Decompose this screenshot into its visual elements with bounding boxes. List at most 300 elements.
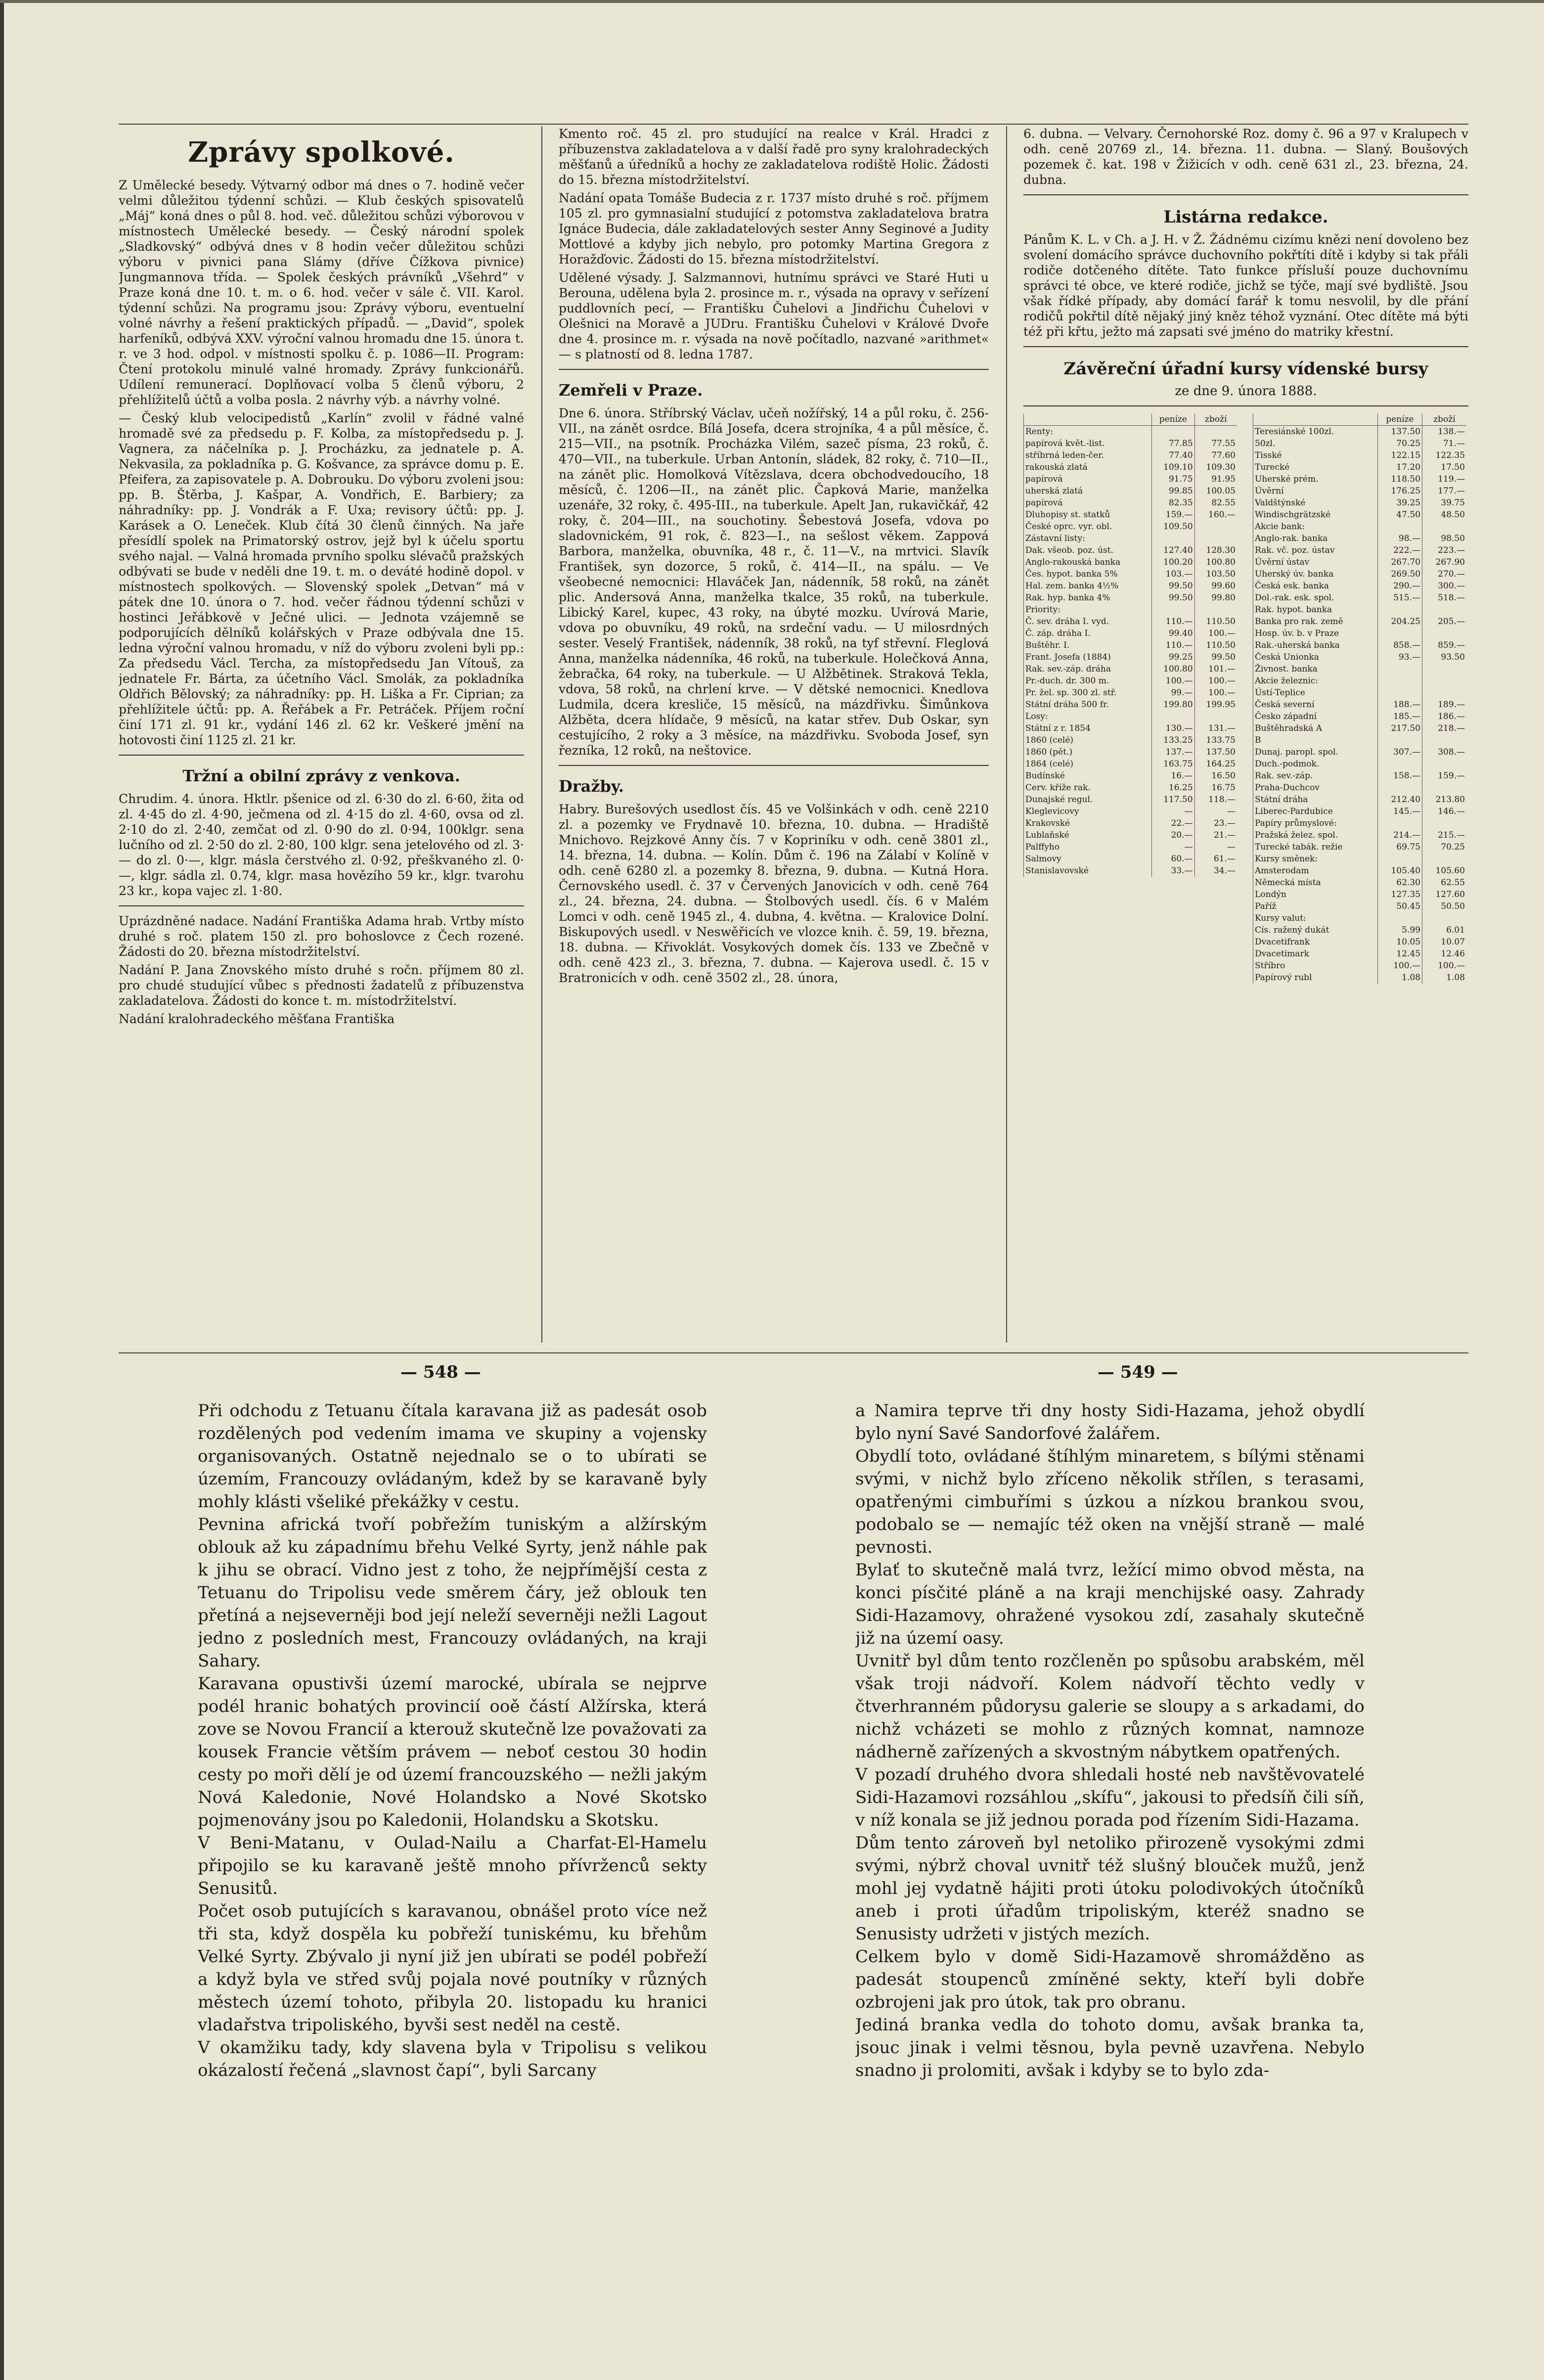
- cell-goods: 133.75: [1194, 734, 1237, 746]
- cell-name: Státní z r. 1854: [1024, 722, 1152, 734]
- table-row: [1024, 663, 1237, 675]
- cell-goods: 101.—: [1194, 663, 1237, 675]
- feuilleton-paragraph: Obydlí toto, ovládané štíhlým minaretem, s bílými stěnami svými, v nichž bylo zříceno několik střílen, s terasami, opatřenými cimbuřími s úzkou a nízkou brankou svou, podobalo se — nemajíc též oken na vnější straně — malé pevnosti.: [855, 1446, 1365, 1557]
- cell-name: Pražská želez. spol.: [1253, 829, 1378, 841]
- cell-name: Kleglevicovy: [1024, 806, 1152, 817]
- cell-name: Dak. všeob. poz. úst.: [1024, 544, 1152, 556]
- cell-name: Rak. vč. poz. ústav: [1253, 544, 1378, 556]
- cell-money: 117.50: [1152, 794, 1194, 806]
- table-row: [1024, 521, 1237, 533]
- cell-money: 69.75: [1377, 841, 1422, 853]
- cell-name: Německá místa: [1253, 877, 1378, 889]
- table-row: [1253, 900, 1467, 912]
- privileges-paragraph: Udělené výsady. J. Salzmannovi, hutnímu správci ve Staré Huti u Berouna, udělena byla 2. prosince m. r., výsada na opravy v seřízení puddlovních pecí, — Františku Čuhelovi a Jindřichu Čuhelovi v Olešnici na Moravě a JUDru. Františku Čuhelovi v Králové Dvoře dne 4. prosince m. r. výsada na nově počítadlo, nazvané »arithmet« — s platností od 8. ledna 1787.: [559, 270, 989, 361]
- table-row: [1024, 556, 1237, 568]
- cell-goods: [1422, 604, 1467, 616]
- cell-goods: 34.—: [1194, 865, 1237, 877]
- cell-money: 176.25: [1377, 485, 1422, 497]
- cell-name: Amsterodam: [1253, 865, 1378, 877]
- cell-goods: [1422, 758, 1467, 770]
- cell-money: 22.—: [1152, 817, 1194, 829]
- cell-money: 16.25: [1152, 782, 1194, 794]
- cell-name: Stříbro: [1253, 960, 1378, 972]
- table-row: [1024, 806, 1237, 817]
- cell-name: Kursy směnek:: [1253, 853, 1378, 865]
- cell-goods: 100.80: [1194, 556, 1237, 568]
- cell-money: 16.—: [1152, 770, 1194, 782]
- cell-name: Budínské: [1024, 770, 1152, 782]
- cell-goods: 71.—: [1422, 438, 1467, 449]
- cell-goods: 213.80: [1422, 794, 1467, 806]
- cell-money: 99.50: [1152, 580, 1194, 592]
- cell-goods: 110.50: [1194, 639, 1237, 651]
- cell-money: 122.15: [1377, 449, 1422, 461]
- feuilleton-paragraph: Při odchodu z Tetuanu čítala karavana již as padesát osob rozdělených pod vedením imama ve skupiny a vojensky organisovaných. Ostatně nejednalo se o to ubírati se územím, Francouzy ovládaným, kdež by se karavaně byly mohly klásti všeliké překážky v cestu.: [198, 1401, 707, 1512]
- cell-name: Palffyho: [1024, 841, 1152, 853]
- cell-goods: 131.—: [1194, 722, 1237, 734]
- cell-name: Čes. hypot. banka 5%: [1024, 568, 1152, 580]
- cell-money: 109.10: [1152, 461, 1194, 473]
- cell-money: [1377, 853, 1422, 865]
- table-body-left: [1024, 426, 1237, 877]
- cell-goods: [1422, 782, 1467, 794]
- cell-name: Česko západní: [1253, 711, 1378, 722]
- cell-goods: 308.—: [1422, 746, 1467, 758]
- cell-money: 158.—: [1377, 770, 1422, 782]
- cell-name: Paříž: [1253, 900, 1378, 912]
- table-row: [1253, 687, 1467, 699]
- cell-goods: 100.05: [1194, 485, 1237, 497]
- cell-money: 199.80: [1152, 699, 1194, 711]
- table-row: [1253, 841, 1467, 853]
- vacancy-paragraph: Uprázdněné nadace. Nadání Františka Adama hrab. Vrtby místo druhé s roč. platem 150 zl. pro bohoslovce z Čech rozené. Žádosti do 20. března místodržitelství.: [119, 914, 524, 959]
- cell-goods: —: [1194, 806, 1237, 817]
- cell-goods: [1422, 853, 1467, 865]
- cell-name: Dvacetifrank: [1253, 936, 1378, 948]
- page-number-right: — 549 —: [1098, 1362, 1178, 1382]
- cell-money: 50.45: [1377, 900, 1422, 912]
- cell-goods: 48.50: [1422, 509, 1467, 521]
- cell-goods: 17.50: [1422, 461, 1467, 473]
- table-row: [1024, 639, 1237, 651]
- bourse-date: ze dne 9. února 1888.: [1175, 384, 1317, 399]
- cell-name: Ústí-Teplice: [1253, 687, 1378, 699]
- cell-name: Česká Unionka: [1253, 651, 1378, 663]
- feuilleton-paragraph: a Namira teprve tři dny hosty Sidi-Hazama, jehož obydlí bylo nyní Savé Sandorfové žalářem.: [855, 1401, 1365, 1443]
- cell-goods: 186.—: [1422, 711, 1467, 722]
- table-row: [1024, 604, 1237, 616]
- cell-money: 212.40: [1377, 794, 1422, 806]
- separator: [559, 369, 989, 370]
- table-row: [1253, 758, 1467, 770]
- cell-name: Frant. Josefa (1884): [1024, 651, 1152, 663]
- cell-name: Úvěrní: [1253, 485, 1378, 497]
- cell-goods: 62.55: [1422, 877, 1467, 889]
- table-row: [1024, 461, 1237, 473]
- cell-name: papírová: [1024, 473, 1152, 485]
- letters-text: Pánům K. L. v Ch. a J. H. v Ž. Žádnému cizímu knězi není dovoleno bez svolení domácího správce duchovního pokřtíti dítě i kdyby si tak přáli rodiče dotčeného dítěte. Tato funkce přísluší pouze duchovnímu správci té obce, ve které rodiče, jichž se týče, mají své bydliště. Jsou však řídké případy, aby domácí farář k tomu nesvolil, by dle přání rodičů pokřtil dítě nějaký jiný kněz téhož vyznání. Otec dítěte má býti též při křtu, ježto má zapsati své jméno do matriky křestní.: [1023, 232, 1468, 339]
- table-row: [1253, 485, 1467, 497]
- cell-money: [1152, 533, 1194, 544]
- cell-goods: 160.—: [1194, 509, 1237, 521]
- cell-money: 145.—: [1377, 806, 1422, 817]
- cell-name: Buštěhradská A: [1253, 722, 1378, 734]
- cell-goods: [1422, 817, 1467, 829]
- cell-name: 1860 (pět.): [1024, 746, 1152, 758]
- table-row: [1253, 592, 1467, 604]
- cell-goods: 270.—: [1422, 568, 1467, 580]
- column-rule-1: [541, 126, 542, 1343]
- table-header-blank: [1024, 413, 1152, 426]
- cell-money: 39.25: [1377, 497, 1422, 509]
- cell-goods: [1422, 912, 1467, 924]
- cell-money: 109.50: [1152, 521, 1194, 533]
- cell-money: 70.25: [1377, 438, 1422, 449]
- cell-goods: [1194, 426, 1237, 438]
- cell-name: Papírový rubl: [1253, 972, 1378, 984]
- cell-goods: [1194, 711, 1237, 722]
- deaths-list: Dne 6. února. Stříbrský Václav, učeň nožířský, 14 a půl roku, č. 256-VII., na zánět osrdce. Bílá Josefa, dcera strojníka, 4 a půl měsíce, č. 215—VII., na psotník. Procházka Vilém, sazeč písma, 23 roků, č. 470—VII., na tuberkule. Urban Antonín, sládek, 82 roky, č. 710—II., na zánět plic. Homolková Vítězslava, dcera obchodvedoucího, 18 měsíců, č. 1206—II., na zánět plic. Čapková Marie, manželka uzenáře, 32 roky, č. 495-III., na tuberkule. Apelt Jan, rukavičkář, 42 roky, č. 204—III., na souchotiny. Šebestová Josefa, vdova po sladovnickém, 91 rok, č. 823—I., na sešlost věkem. Zappová Barbora, manželka, obuvníka, 48 r., č. 11—V., na mrtvici. Slavík František, syn dozorce, 5 roků, č. 414—II., na spálu. — Ve všeobecné nemocnici: Hlaváček Jan, nádenník, 58 roků, na zánět plic. Andersová Anna, manželka tkalce, 35 roků, na tuberkule. Libický Karel, kupec, 43 roky, na úbyté mozku. Uvírová Marie, vdova po obuvníku, 49 roků, na srdeční vadu. — U milosrdných sester. Veselý František, nádenník, 38 roků, na tyf střevní. Fleglová Anna, manželka nádenníka, 46 roků, na tuberkule. Holečková Anna, žebračka, 64 roky, na tuberkule. — U Alžbětinek. Straková Tekla, vdova, 58 roků, na chrlení krve. — V dětské nemocnici. Knedlova Ludmila, dcera kresliče, 15 měsíců, na mázdřivku. Šimůnkova Alžběta, dcera hlídače, 9 měsíců, na katar střev. Dub Oskar, syn cestujícího, 2 roky a 3 měsíce, na mázdřivku. Svoboda Josef, syn řezníka, 12 roků, na neštovice.: [559, 406, 989, 758]
- cell-name: Uherský úv. banka: [1253, 568, 1378, 580]
- cell-goods: 205.—: [1422, 616, 1467, 628]
- table-row: [1253, 948, 1467, 960]
- table-row: [1253, 568, 1467, 580]
- cell-money: 127.40: [1152, 544, 1194, 556]
- cell-goods: 50.50: [1422, 900, 1467, 912]
- cell-goods: 127.60: [1422, 889, 1467, 900]
- table-row: [1024, 568, 1237, 580]
- table-row: [1253, 817, 1467, 829]
- table-row: [1024, 497, 1237, 509]
- table-row: [1253, 889, 1467, 900]
- cell-goods: 16.50: [1194, 770, 1237, 782]
- table-header-money: peníze: [1377, 413, 1422, 426]
- cell-name: Dunaj. paropl. spol.: [1253, 746, 1378, 758]
- cell-goods: 39.75: [1422, 497, 1467, 509]
- cell-goods: 103.50: [1194, 568, 1237, 580]
- top-rule: [119, 124, 1468, 125]
- cell-money: [1377, 604, 1422, 616]
- cell-money: 1.08: [1377, 972, 1422, 984]
- cell-goods: [1422, 687, 1467, 699]
- cell-goods: 137.50: [1194, 746, 1237, 758]
- cell-name: Živnost. banka: [1253, 663, 1378, 675]
- cell-name: 1860 (celé): [1024, 734, 1152, 746]
- cell-goods: [1422, 734, 1467, 746]
- table-row: [1024, 651, 1237, 663]
- cell-name: České oprc. vyr. obl.: [1024, 521, 1152, 533]
- cell-money: 12.45: [1377, 948, 1422, 960]
- cell-name: B: [1253, 734, 1378, 746]
- cell-name: Priority:: [1024, 604, 1152, 616]
- cell-name: Duch.-podmok.: [1253, 758, 1378, 770]
- table-row: [1024, 782, 1237, 794]
- cell-goods: [1422, 675, 1467, 687]
- table-row: [1024, 509, 1237, 521]
- cell-money: 267.70: [1377, 556, 1422, 568]
- market-report: Chrudim. 4. února. Hktlr. pšenice od zl. 6·30 do zl. 6·60, žita od zl. 4·45 do zl. 4·90, ječmena od zl. 4·15 do zl. 4·60, ovsa od zl. 2·10 do zl. 2·40, zemčat od zl. 0·90 do zl. 0·94, 100klgr. sena lučního od zl. 2·50 do zl. 2·80, 100 klgr. sena jetelového od zl. 3·— do zl. 0·—, klgr. másla čerstvého zl. 0·92, přeškvaného zl. 0·—, klgr. sádla zl. 0.74, klgr. masa hovězího 59 kr., klgr. tvarohu 23 kr., kopa vajec zl. 1·80.: [119, 792, 524, 898]
- table-row: [1024, 438, 1237, 449]
- cell-goods: 189.—: [1422, 699, 1467, 711]
- cell-goods: 859.—: [1422, 639, 1467, 651]
- auctions-continued: 6. dubna. — Velvary. Černohorské Roz. domy č. 96 a 97 v Kralupech v odh. ceně 20769 zl., 14. března. 11. dubna. — Slaný. Boušových pozemek č. kat. 198 v Žižicích v odh. ceně 631 zl., 23. března, 24. dubna.: [1023, 127, 1468, 187]
- table-row: [1253, 782, 1467, 794]
- cell-goods: 119.—: [1422, 473, 1467, 485]
- cell-money: 137.50: [1377, 426, 1422, 438]
- table-row: [1024, 687, 1237, 699]
- table-row: [1024, 853, 1237, 865]
- cell-name: Windischgrätzské: [1253, 509, 1378, 521]
- cell-name: Losy:: [1024, 711, 1152, 722]
- feuilleton-paragraph: Počet osob putujících s karavanou, obnášel proto více než tři sta, když dospěla ku pobřeží tuniskému, ku břehům Velké Syrty. Zbývalo ji nyní již jen ubírati se podél pobřeží a když byla ve střed svůj pojala nové poutníky v různých městech území tohoto, přibyla 20. listopadu ku hranici vladařstva tripoliského, byvši sest neděl na cestě.: [198, 1901, 707, 2035]
- cell-money: [1377, 663, 1422, 675]
- cell-money: 858.—: [1377, 639, 1422, 651]
- cell-money: 110.—: [1152, 616, 1194, 628]
- feuilleton-paragraph: Karavana opustivši území marocké, ubírala se nejprve podél hranic bohatých provincií ooě částí Alžírska, která zove se Novou Francií a kterouž skutečně lze považovati za kousek Francie větším právem — neboť cestou 30 hodin cesty po moři dělí je od území francouzského — nežli jakým Nová Kaledonie, Nové Holandsko a Nové Skotsko pojmenovány jsou po Kaledonii, Holandsku a Skotsku.: [198, 1674, 707, 1830]
- cell-name: Česká severní: [1253, 699, 1378, 711]
- page-number-left: — 548 —: [400, 1362, 481, 1382]
- cell-name: Anglo-rakouská banka: [1024, 556, 1152, 568]
- cell-money: 159.—: [1152, 509, 1194, 521]
- feuilleton-paragraph: Dům tento zároveň byl netoliko přirozeně vysokými zdmi svými, nýbrž choval uvnitř též slušný blouček mužů, jenž mohl jej vydatně hájiti proti útoku polodivokých útočníků aneb i proti úřadům tripoliským, kteréž snadno se Senusisty udržeti v jistých mezích.: [855, 1833, 1365, 1944]
- cell-name: uherská zlatá: [1024, 485, 1152, 497]
- table-row: [1024, 426, 1237, 438]
- cell-name: Rak.-uherská banka: [1253, 639, 1378, 651]
- feuilleton-right: [855, 1399, 1365, 2354]
- cell-goods: 164.25: [1194, 758, 1237, 770]
- cell-goods: 99.60: [1194, 580, 1237, 592]
- cell-money: 47.50: [1377, 509, 1422, 521]
- feuilleton-paragraph: Bylať to skutečně malá tvrz, ležící mimo obvod města, na konci písčité pláně a na kraji menchijské oasy. Zahrady Sidi-Hazamovy, ohražené vysokou zdí, zasahaly skutečně již na území oasy.: [855, 1560, 1365, 1648]
- table-row: [1024, 544, 1237, 556]
- cell-money: 20.—: [1152, 829, 1194, 841]
- table-row: [1253, 509, 1467, 521]
- table-row: [1253, 770, 1467, 782]
- cell-goods: 218.—: [1422, 722, 1467, 734]
- cell-name: Renty:: [1024, 426, 1152, 438]
- cell-name: Č. sev. dráha I. vyd.: [1024, 616, 1152, 628]
- cell-money: 185.—: [1377, 711, 1422, 722]
- cell-money: 99.25: [1152, 651, 1194, 663]
- table-row: [1253, 556, 1467, 568]
- feuilleton-paragraph: V Beni-Matanu, v Oulad-Nailu a Charfat-El-Hamelu připojilo se ku karavaně ještě mnoho přívrženců sekty Senusitů.: [198, 1833, 707, 1898]
- cell-name: Turecké tabák. režie: [1253, 841, 1378, 853]
- cell-money: 307.—: [1377, 746, 1422, 758]
- vacancy-paragraph: Nadání opata Tomáše Budecia z r. 1737 místo druhé s roč. příjmem 105 zl. pro gymnasialní studující z potomstva zakladatelova bratra Ignáce Budecia, dále zakladatelových sester Anny Seginové a Judity Mottlové a kdyby jich nebylo, pro potomky Martina Gregora z Horažďovic. Žádosti do 15. března místodržitelství.: [559, 191, 989, 267]
- cell-money: [1377, 628, 1422, 639]
- cell-goods: 122.35: [1422, 449, 1467, 461]
- bourse-table-right-wrap: [1253, 413, 1466, 984]
- cell-goods: [1194, 521, 1237, 533]
- cell-goods: 128.30: [1194, 544, 1237, 556]
- cell-goods: 100.—: [1194, 687, 1237, 699]
- column-2: [559, 126, 989, 1347]
- deaths-heading: Zemřeli v Praze.: [559, 381, 703, 400]
- table-row: [1253, 651, 1467, 663]
- table-row: [1253, 853, 1467, 865]
- bourse-table-left-wrap: [1023, 413, 1237, 877]
- page-edge-left: [0, 0, 4, 2380]
- table-row: [1024, 628, 1237, 639]
- vacancy-paragraph: Nadání kralohradeckého měšťana Františka: [119, 1012, 395, 1026]
- cell-money: 100.80: [1152, 663, 1194, 675]
- table-row: [1253, 912, 1467, 924]
- feuilleton-paragraph: Celkem bylo v domě Sidi-Hazamově shromážděno as padesát stoupenců zmíněné sekty, kteří byli dobře ozbrojeni jak pro útok, tak pro obranu.: [855, 1947, 1365, 2012]
- cell-goods: 23.—: [1194, 817, 1237, 829]
- cell-goods: 99.80: [1194, 592, 1237, 604]
- table-row: [1024, 449, 1237, 461]
- cell-goods: 77.60: [1194, 449, 1237, 461]
- vacancy-paragraph: Kmento roč. 45 zl. pro studující na realce v Král. Hradci z příbuzenstva zakladatelova a v další řadě pro syny kralohradeckých měšťanů a úředníků a hochy ze zakladatelova rodiště Holic. Žádosti do 15. března místodržitelství.: [559, 127, 989, 187]
- table-row: [1253, 722, 1467, 734]
- cell-money: —: [1152, 806, 1194, 817]
- feuilleton-paragraph: Jediná branka vedla do tohoto domu, avšak branka ta, jsouc jinak i velmi těsnou, byla pevně uzavřena. Nebylo snadno ji prolomiti, avšak i kdyby se to bylo zda-: [855, 2015, 1365, 2080]
- separator: [119, 755, 524, 756]
- cell-goods: 6.01: [1422, 924, 1467, 936]
- table-row: [1024, 758, 1237, 770]
- cell-money: 163.75: [1152, 758, 1194, 770]
- table-row: [1253, 699, 1467, 711]
- cell-goods: [1422, 663, 1467, 675]
- column-3: [1023, 126, 1468, 1347]
- cell-name: Dluhopisy st. statků: [1024, 509, 1152, 521]
- auctions-list: Habry. Burešových usedlost čís. 45 ve Volšinkách v odh. ceně 2210 zl. a pozemky ve Frydnavě 10. března, 10. dubna. — Hradiště Mnichovo. Rejzkové Anny čís. 7 v Kopriníku v odh. ceně 3801 zl., 14. března, 14. dubna. — Kolín. Dům č. 196 na Zálabí v Kolíně v odh. ceně 6280 zl. a pozemky 8. března, 9. dubna. — Kutná Hora. Černovského usedl. č. 37 v Červených Janovicích v odh. ceně 764 zl., 24. března, 24. dubna. — Štolbových usedl. čís. 6 v Malém Lomci v odh. ceně 1945 zl., 4. dubna, 4. května. — Kralovice Dolní. Biskupových usedl. v Neswěřicích ve vlozce knih. č. 59, 19. března, 18. dubna. — Křivoklát. Vosykových domek čís. 133 ve Zbečně v odh. ceně 423 zl., 3. března, 7. dubna. — Kajerova usedl. č. 15 v Bratronicích v odh. ceně 3502 zl., 28. února,: [559, 802, 989, 985]
- table-row: [1253, 497, 1467, 509]
- table-row: [1253, 426, 1467, 438]
- table-row: [1253, 639, 1467, 651]
- cell-goods: 518.—: [1422, 592, 1467, 604]
- cell-goods: 199.95: [1194, 699, 1237, 711]
- cell-money: [1377, 521, 1422, 533]
- table-row: [1253, 972, 1467, 984]
- cell-goods: 159.—: [1422, 770, 1467, 782]
- cell-goods: 98.50: [1422, 533, 1467, 544]
- table-row: [1024, 817, 1237, 829]
- cell-name: Cís. ražený dukát: [1253, 924, 1378, 936]
- cell-money: 204.25: [1377, 616, 1422, 628]
- cell-goods: 99.50: [1194, 651, 1237, 663]
- cell-money: [1377, 687, 1422, 699]
- cell-money: 269.50: [1377, 568, 1422, 580]
- cell-goods: 16.75: [1194, 782, 1237, 794]
- table-row: [1024, 722, 1237, 734]
- table-row: [1253, 616, 1467, 628]
- cell-money: 99.40: [1152, 628, 1194, 639]
- table-row: [1253, 580, 1467, 592]
- table-row: [1024, 533, 1237, 544]
- cell-money: 222.—: [1377, 544, 1422, 556]
- cell-money: 118.50: [1377, 473, 1422, 485]
- cell-money: 103.—: [1152, 568, 1194, 580]
- news-paragraph: — Český klub velocipedistů „Karlín“ zvolil v řádné valné hromadě své za předsedu p. F. Kolba, za místopředsedu p. J. Vagnera, za náčelníka p. J. Procházku, za jednatele p. A. Nekvasila, za pokladníka p. G. Košvance, za správce domu p. E. Pfeifera, za zapisovatele p. A. Dobrouku. Do výboru zvoleni jsou: pp. B. Štěrba, J. Kašpar, A. Vondřich, E. Barbiery; za náhradníky: pp. J. Vondrák a F. Uxa; revisory účtů: pp. J. Karásek a O. Leneček. Klub čítá 30 členů činných. Na jaře přesídlí spolek na Primatorský ostrov, jejž byl k účelu sportu svého najal. — Valná hromada prvního spolku slévačů pražských odbývati se bude v neděli dne 19. t. m. o deváté hodině dopol. v místnostech spolkových. — Slovenský spolek „Detvan“ má v pátek dne 10. února o 7. hod. večer řádnou týdenní schůzi v hostinci Jeřábkově v Ječné ulici. — Jednota vzájemně se podporujících dělníků kolářských v Praze odbývala dne 15. ledna výroční valnou hromadu, v níž do výboru zvoleni byli pp.: Za předsedu Václ. Tercha, za místopředsedu Jan Vítouš, za jednatele Fr. Bárta, za účetního Václ. Smolák, za pokladníka Oldřich Bělovský; za náhradníky: pp. H. Liška a Fr. Ciprian; za přehlížitele účtů: pp. A. Řeřábek a Fr. Petráček. Příjem roční činí 171 zl. 91 kr., vydání 146 zl. 62 kr. Veškeré jmění na hotovosti činí 1125 zl. 21 kr.: [119, 411, 524, 747]
- table-row: [1024, 699, 1237, 711]
- cell-name: Hal. zem. banka 4½%: [1024, 580, 1152, 592]
- section-title: Zprávy spolkové.: [188, 136, 455, 169]
- table-header-goods: zboží: [1422, 413, 1467, 426]
- table-row: [1253, 521, 1467, 533]
- cell-goods: 61.—: [1194, 853, 1237, 865]
- cell-goods: [1422, 628, 1467, 639]
- cell-name: Pr. žel. sp. 300 zl. stř.: [1024, 687, 1152, 699]
- news-paragraph: Z Umělecké besedy. Výtvarný odbor má dnes o 7. hodině večer velmi důležitou týdenní schůzi. — Klub českých spisovatelů „Máj“ koná dnes o půl 8. hod. več. důležitou schůzi výborovou v místnostech Umělecké besedy. — Český národní spolek „Sladkovský“ odbývá dnes v 8 hodin večer důležitou schůzi výboru v pivnici pana Slámy (dříve Čížkova pivnice) Jungmannova třída. — Spolek českých právníků „Všehrd“ v Praze koná dne 10. t. m. o 6. hod. večer v sále č. VII. Karol. týdenní schůzi. Na programu jsou: Zprávy výboru, eventuelní volné návrhy a řešení praktických případů. — „David“, spolek harfeníků, odbývá XXV. výroční valnou hromadu dne 15. února t. r. ve 3 hod. odpol. v místnosti spolku č. p. 1086—II. Program: Čtení protokolu minulé valné hromady. Zprávy funkcionářů. Udílení remunerací. Doplňovací volba 5 členů výboru, 2 přehlížitelů účtů a volba posla. 2 návrhy výb. a návrhy volné.: [119, 178, 524, 407]
- cell-money: 5.99: [1377, 924, 1422, 936]
- cell-money: [1377, 782, 1422, 794]
- table-row: [1253, 533, 1467, 544]
- cell-goods: 267.90: [1422, 556, 1467, 568]
- cell-money: [1377, 675, 1422, 687]
- cell-goods: 105.60: [1422, 865, 1467, 877]
- cell-money: 99.50: [1152, 592, 1194, 604]
- feuilleton-left: [198, 1399, 707, 2354]
- cell-name: Turecké: [1253, 461, 1378, 473]
- cell-goods: 70.25: [1422, 841, 1467, 853]
- table-row: [1024, 829, 1237, 841]
- cell-name: Česká esk. banka: [1253, 580, 1378, 592]
- table-row: [1024, 794, 1237, 806]
- cell-goods: 118.—: [1194, 794, 1237, 806]
- cell-money: [1377, 758, 1422, 770]
- cell-name: Dunajské regul.: [1024, 794, 1152, 806]
- cell-name: Londýn: [1253, 889, 1378, 900]
- table-row: [1253, 544, 1467, 556]
- cell-money: 130.—: [1152, 722, 1194, 734]
- cell-goods: 215.—: [1422, 829, 1467, 841]
- cell-money: 91.75: [1152, 473, 1194, 485]
- cell-goods: 77.55: [1194, 438, 1237, 449]
- cell-goods: 100.—: [1422, 960, 1467, 972]
- cell-name: Kursy valut:: [1253, 912, 1378, 924]
- cell-name: Teresiánské 100zl.: [1253, 426, 1378, 438]
- cell-name: Státní dráha 500 fr.: [1024, 699, 1152, 711]
- table-row: [1253, 746, 1467, 758]
- cell-name: rakouská zlatá: [1024, 461, 1152, 473]
- cell-money: 100.—: [1152, 675, 1194, 687]
- cell-money: 10.05: [1377, 936, 1422, 948]
- table-row: [1253, 449, 1467, 461]
- cell-name: Úvěrní ústav: [1253, 556, 1378, 568]
- table-row: [1253, 829, 1467, 841]
- cell-money: 77.40: [1152, 449, 1194, 461]
- table-row: [1253, 936, 1467, 948]
- letters-heading: Listárna redakce.: [1163, 207, 1328, 227]
- cell-name: Akcie železnic:: [1253, 675, 1378, 687]
- cell-goods: —: [1194, 841, 1237, 853]
- cell-money: [1152, 604, 1194, 616]
- table-row: [1024, 841, 1237, 853]
- cell-money: [1377, 734, 1422, 746]
- table-row: [1253, 628, 1467, 639]
- cell-name: Valdštýnské: [1253, 497, 1378, 509]
- table-row: [1253, 663, 1467, 675]
- column-rule-2: [1006, 126, 1007, 1343]
- table-row: [1253, 604, 1467, 616]
- table-row: [1024, 616, 1237, 628]
- cell-money: 99.—: [1152, 687, 1194, 699]
- table-row: [1024, 473, 1237, 485]
- cell-money: 60.—: [1152, 853, 1194, 865]
- cell-money: 217.50: [1377, 722, 1422, 734]
- cell-goods: [1422, 521, 1467, 533]
- cell-name: Banka pro rak. země: [1253, 616, 1378, 628]
- cell-name: Rak. hyp. banka 4%: [1024, 592, 1152, 604]
- separator: [559, 765, 989, 766]
- cell-name: Tisské: [1253, 449, 1378, 461]
- cell-name: Stanislavovské: [1024, 865, 1152, 877]
- cell-goods: 100.—: [1194, 628, 1237, 639]
- table-row: [1253, 794, 1467, 806]
- cell-goods: 138.—: [1422, 426, 1467, 438]
- table-row: [1253, 734, 1467, 746]
